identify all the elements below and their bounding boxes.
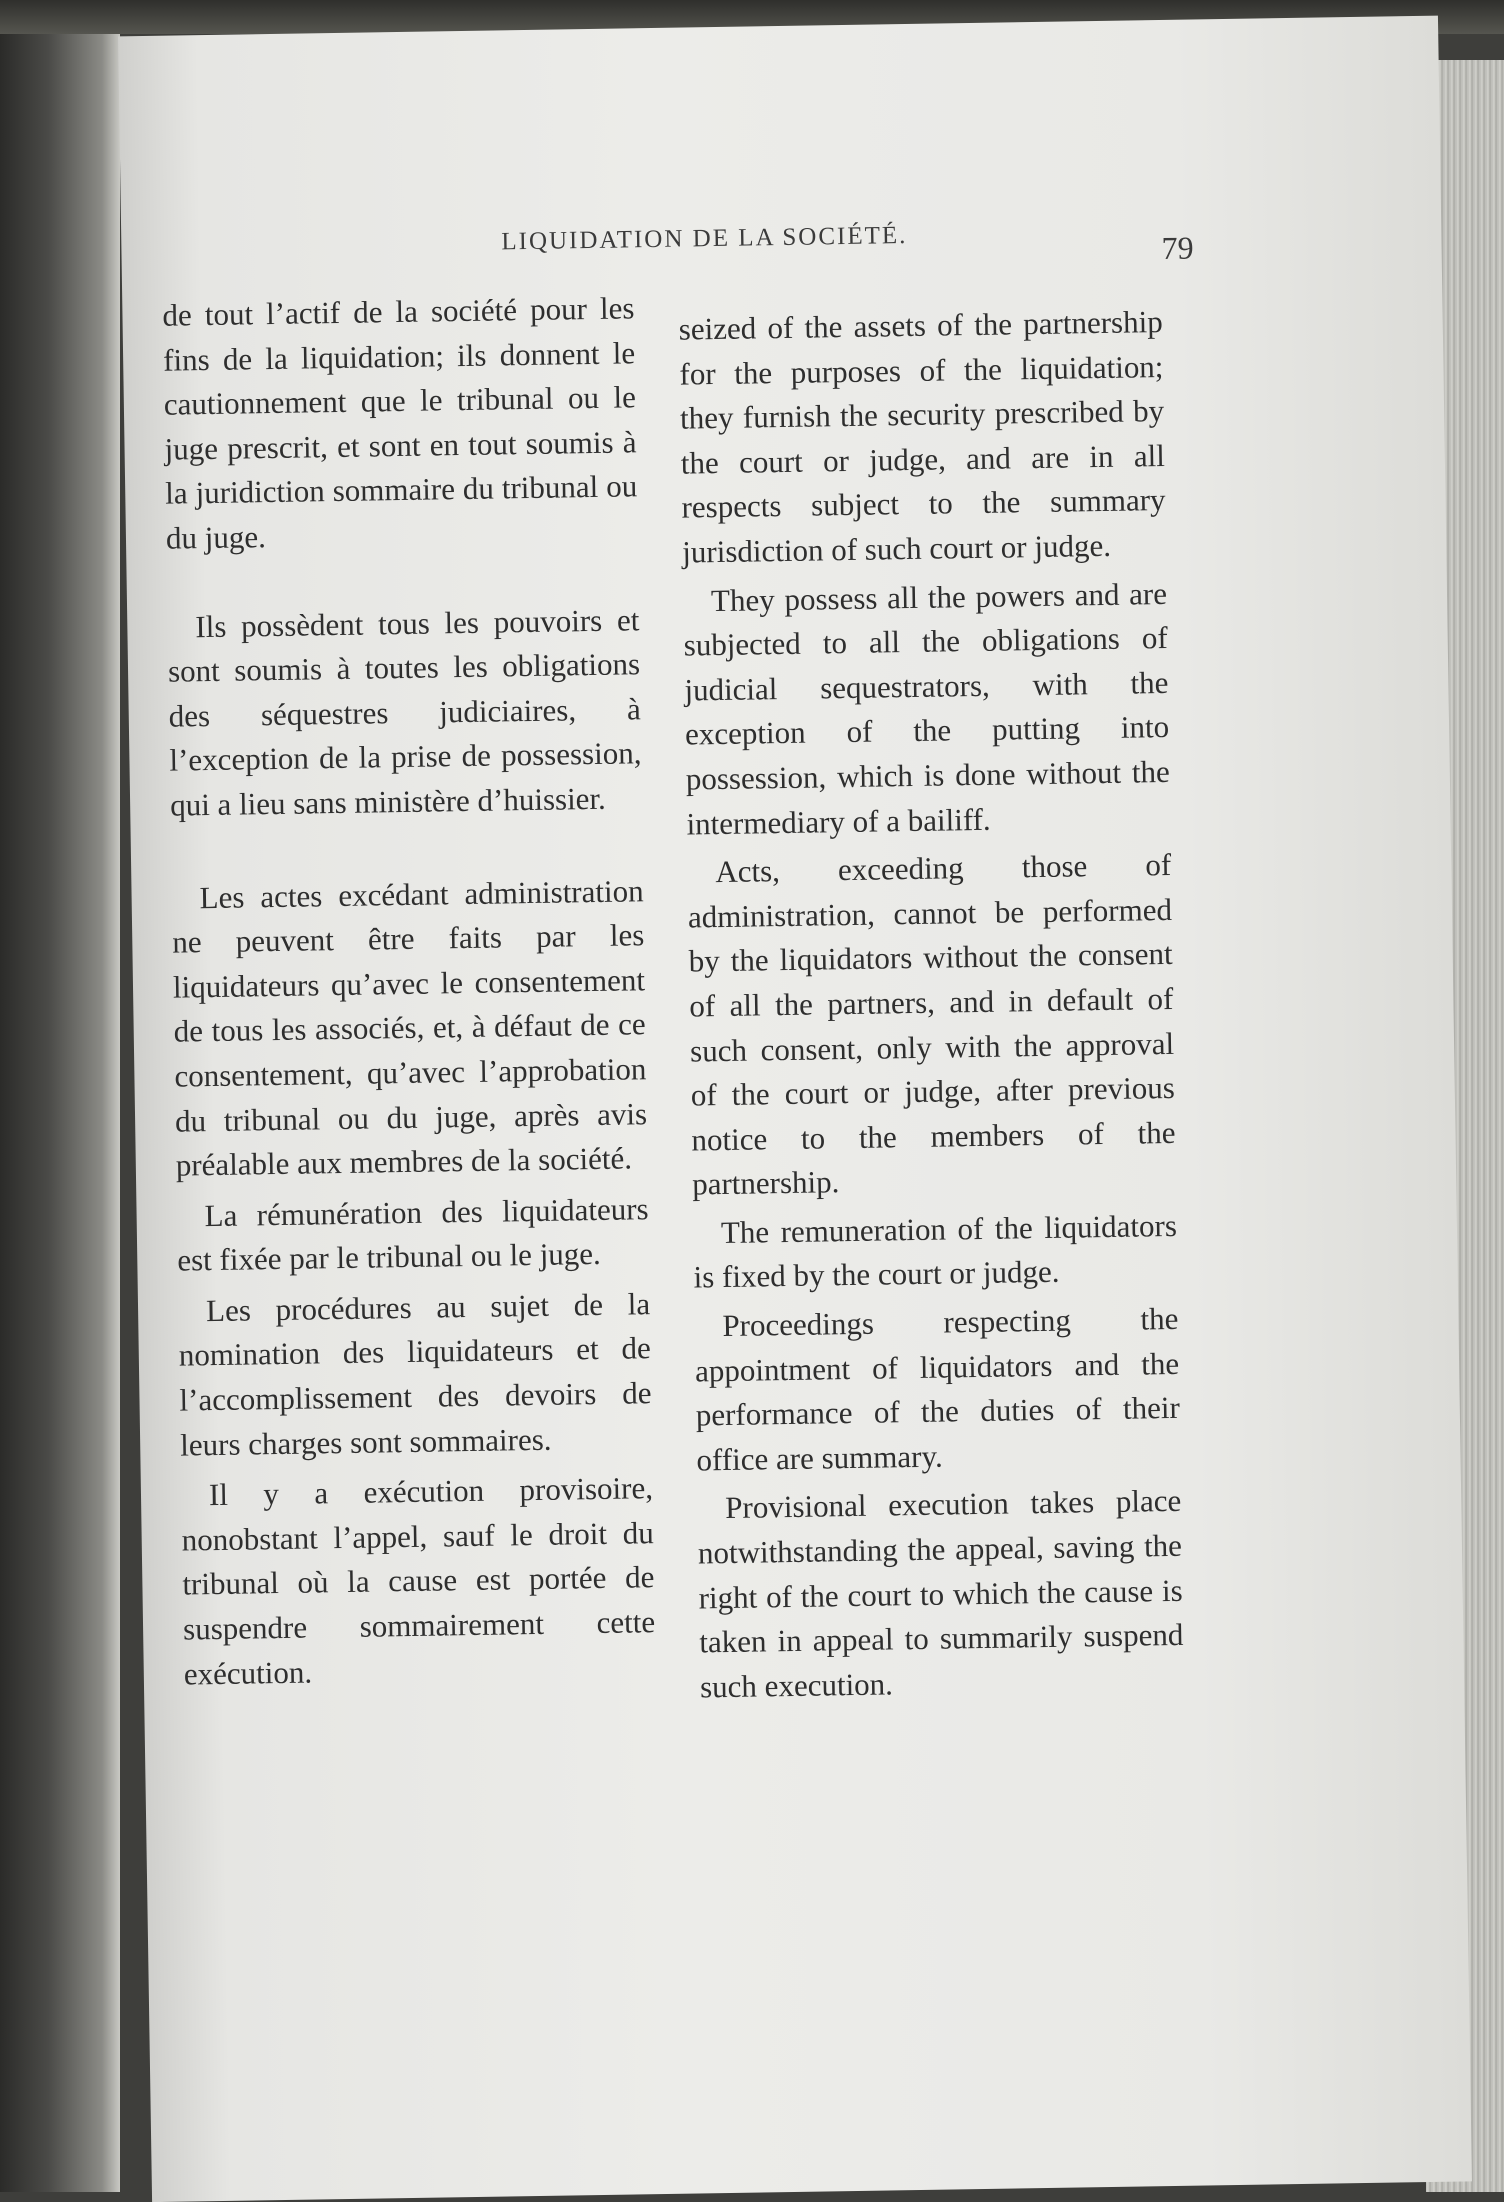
french-paragraph: Ils possèdent tous les pouvoirs et sont soumis à toutes les obligations des séquestres judiciaires, à l’exception de la prise de possession, qui a lieu sans ministère d’huissier. [167, 601, 642, 823]
book-spine-shadow [0, 0, 120, 2192]
english-paragraph: They possess all the powers and are subjected to all the obligations of judicial sequestrators, with the exception of the putting into possession, which is done without the intermediary of a bailiff. [683, 575, 1171, 842]
french-paragraph: Il y a exécution provisoire, nonobstant l’appel, sauf le droit du tribunal où la cause est portée de suspendre sommairement cette exécution. [181, 1470, 656, 1692]
page-number: 79 [1161, 229, 1194, 267]
french-column [162, 286, 656, 1696]
english-paragraph: The remuneration of the liquidators is fixed by the court or judge. [693, 1207, 1178, 1295]
french-paragraph: Les actes excédant administration ne peuvent être faits par les liquidateurs qu’avec le consentement de tous les associés, et, à défaut de ce consentement, qu’avec l’approbation du tribunal ou du juge, après avis préalable aux membres de la société. [172, 872, 648, 1183]
english-paragraph: Acts, exceeding those of administration, cannot be performed by the liquidators without the consent of all the partners, and in default of such consent, only with the approval of the court or judge, after previous notice to the members of the partnership. [687, 847, 1176, 1202]
french-paragraph: La rémunération des liquidateurs est fixée par le tribunal ou le juge. [177, 1190, 649, 1278]
french-paragraph: Les procédures au sujet de la nomination des liquidateurs et de l’accomplissement des devoirs de leurs charges sont sommaires. [178, 1286, 652, 1463]
english-paragraph: seized of the assets of the partnership for the purposes of the liquidation; they furnish the security prescribed by the court or judge, and are in all respects subject to the summary jurisdiction of such court or judge. [678, 303, 1166, 570]
french-paragraph: de tout l’actif de la société pour les fins de la liquidation; ils donnent le cautionnement que le tribunal ou le juge prescrit, et sont en tout soumis à la juridiction sommaire du tribunal ou du juge. [162, 290, 638, 556]
running-title: LIQUIDATION DE LA SOCIÉTÉ. [501, 221, 908, 256]
book-page [118, 16, 1472, 2202]
english-paragraph: Provisional execution takes place notwithstanding the appeal, saving the right of the court to which the cause is taken in appeal to summarily suspend such execution. [697, 1483, 1184, 1705]
english-column [678, 300, 1184, 1710]
english-paragraph: Proceedings respecting the appointment of liquidators and the performance of the duties of their office are summary. [694, 1300, 1181, 1478]
